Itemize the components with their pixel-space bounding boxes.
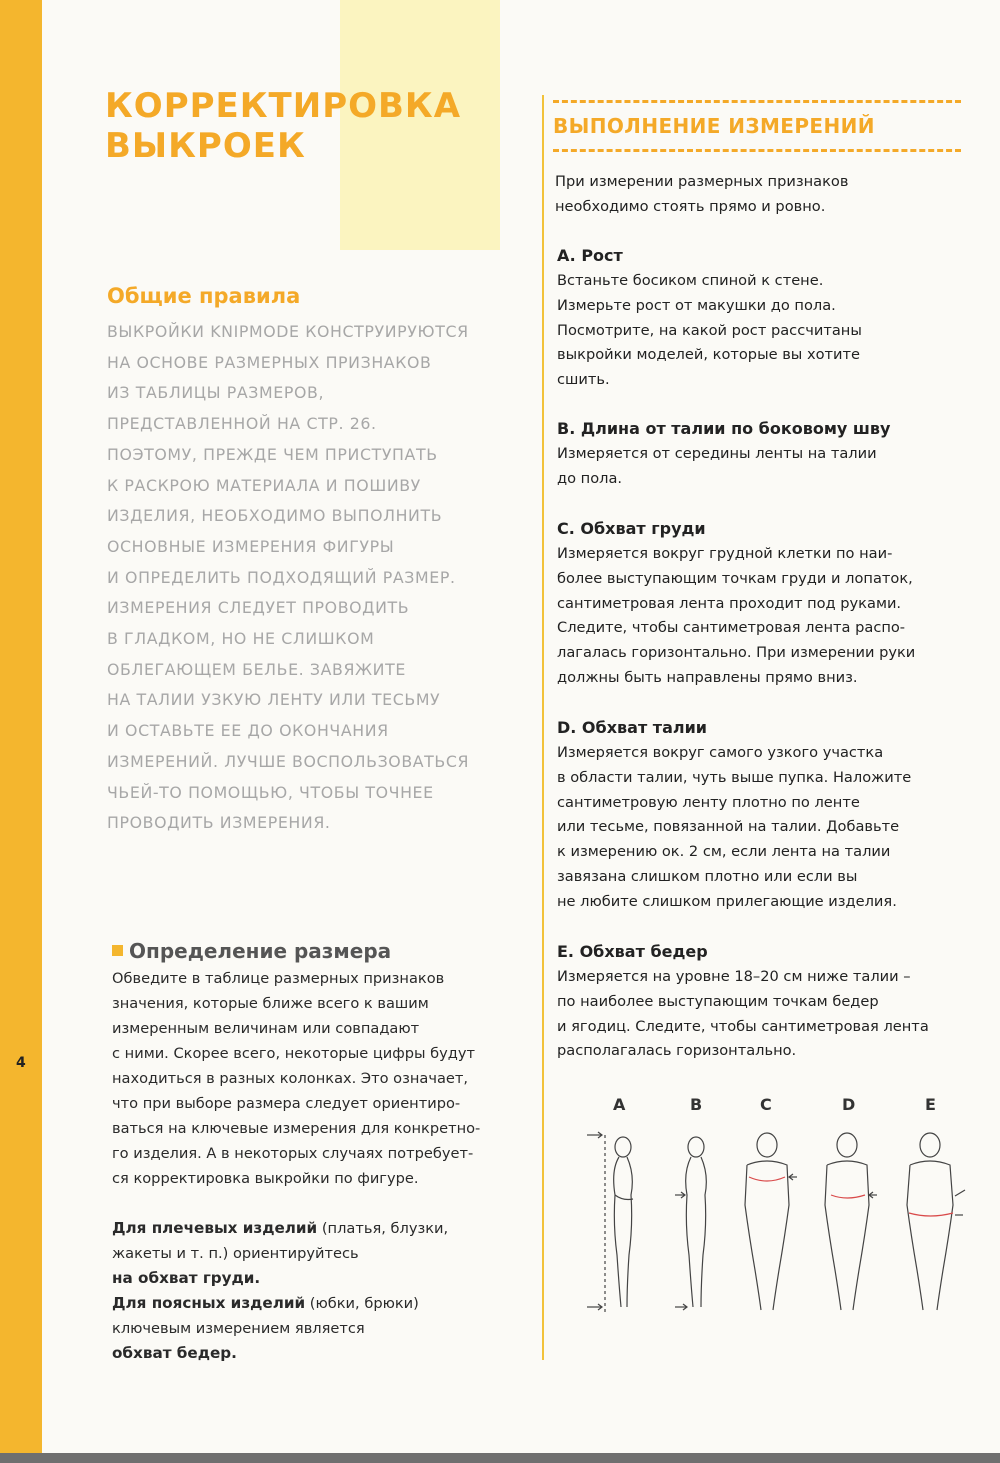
- measurement-line: сшить.: [557, 371, 610, 389]
- measurement-line: должны быть направлены прямо вниз.: [557, 668, 858, 686]
- general-rules-text: [107, 317, 527, 839]
- rules-line: И ОПРЕДЕЛИТЬ ПОДХОДЯЩИЙ РАЗМЕР.: [107, 567, 456, 587]
- size-line: го изделия. А в некоторых случаях потребует-: [112, 1145, 474, 1162]
- measurement-line: Измеряется на уровне 18–20 см ниже талии –: [557, 968, 911, 985]
- waist-note-line-2: ключевым измерением является: [112, 1320, 365, 1337]
- page-title: [105, 86, 461, 166]
- measurement-title: D. Обхват талии: [557, 718, 707, 737]
- measurement-line: до пола.: [557, 469, 623, 487]
- rules-line: НА ТАЛИИ УЗКУЮ ЛЕНТУ ИЛИ ТЕСЬМУ: [107, 690, 441, 710]
- size-line: Обведите в таблице размерных признаков: [112, 970, 445, 987]
- measurement-line: завязана слишком плотно или если вы: [557, 867, 858, 885]
- size-definition-text: [112, 966, 522, 1191]
- measurement-text: [557, 542, 977, 691]
- size-line: с ними. Скорее всего, некоторые цифры будут: [112, 1045, 476, 1062]
- figure-label-d: D: [842, 1095, 856, 1114]
- rules-line: ПРЕДСТАВЛЕННОЙ НА СТР. 26.: [107, 414, 377, 434]
- column-divider: [542, 95, 544, 1360]
- size-line: находиться в разных колонках. Это означает,: [112, 1070, 469, 1087]
- rules-line: ИЗ ТАБЛИЦЫ РАЗМЕРОВ,: [107, 383, 325, 403]
- measurement-line: в области талии, чуть выше пупка. Наложите: [557, 768, 912, 786]
- measurements-intro: [555, 169, 975, 219]
- measurement-line: Измеряется от середины ленты на талии: [557, 445, 877, 462]
- measurement-chest: [557, 516, 977, 691]
- size-line: ваться на ключевые измерения для конкретно-: [112, 1120, 481, 1137]
- measurement-line: более выступающим точкам груди и лопаток,: [557, 569, 913, 587]
- measurement-title: E. Обхват бедер: [557, 942, 708, 961]
- heading-dashed-rule-bottom: [553, 149, 961, 152]
- rules-line: К РАСКРОЮ МАТЕРИАЛА И ПОШИВУ: [107, 475, 421, 495]
- waist-note-bold: Для поясных изделий: [112, 1294, 306, 1312]
- size-line: измеренным величинам или совпадают: [112, 1020, 420, 1037]
- rules-line: ВЫКРОЙКИ KNIPMODE КОНСТРУИРУЮТСЯ: [107, 322, 469, 341]
- garment-type-notes: [112, 1216, 522, 1366]
- size-line: значения, которые ближе всего к вашим: [112, 995, 429, 1012]
- measurement-line: по наиболее выступающим точкам бедер: [557, 992, 879, 1010]
- measurement-height: [557, 243, 977, 393]
- figure-label-c: C: [760, 1095, 772, 1114]
- waist-note-line: [112, 1291, 522, 1316]
- shoulder-note-target: на обхват груди.: [112, 1269, 261, 1287]
- waist-note-rest: (юбки, брюки): [305, 1295, 419, 1312]
- rules-line: ИЗДЕЛИЯ, НЕОБХОДИМО ВЫПОЛНИТЬ: [107, 506, 443, 526]
- page-title-line-1: КОРРЕКТИРОВКА: [105, 86, 462, 126]
- size-line: ся корректировка выкройки по фигуре.: [112, 1170, 419, 1187]
- figure-label-b: B: [690, 1095, 703, 1114]
- measurement-waist: [557, 715, 977, 915]
- measurement-waist-to-floor: [557, 416, 977, 492]
- measurement-line: сантиметровая лента проходит под руками.: [557, 594, 902, 612]
- measurement-line: Измерьте рост от макушки до пола.: [557, 296, 836, 314]
- measurement-figures: [575, 1095, 975, 1330]
- rules-line: ИЗМЕРЕНИЙ. ЛУЧШЕ ВОСПОЛЬЗОВАТЬСЯ: [107, 751, 470, 771]
- measurement-text: [557, 269, 977, 393]
- measurement-line: Встаньте босиком спиной к стене.: [557, 272, 824, 289]
- size-line: что при выборе размера следует ориентиро-: [112, 1095, 461, 1112]
- general-rules-heading: Общие правила: [107, 284, 301, 308]
- measurement-line: Измеряется вокруг самого узкого участка: [557, 744, 884, 761]
- measurement-line: Посмотрите, на какой рост рассчитаны: [557, 321, 862, 339]
- rules-line: ПОЭТОМУ, ПРЕЖДЕ ЧЕМ ПРИСТУПАТЬ: [107, 444, 438, 464]
- measurement-hips: [557, 939, 977, 1064]
- measurements-heading: ВЫПОЛНЕНИЕ ИЗМЕРЕНИЙ: [553, 114, 875, 138]
- shoulder-note-line: [112, 1216, 522, 1241]
- measurement-line: располагалась горизонтально.: [557, 1042, 797, 1060]
- shoulder-note-rest: (платья, блузки,: [317, 1220, 449, 1237]
- rules-line: ОСНОВНЫЕ ИЗМЕРЕНИЯ ФИГУРЫ: [107, 536, 395, 556]
- measurement-line: не любите слишком прилегающие изделия.: [557, 892, 897, 910]
- measurement-text: [557, 741, 977, 915]
- figure-label-a: A: [613, 1095, 626, 1114]
- rules-line: НА ОСНОВЕ РАЗМЕРНЫХ ПРИЗНАКОВ: [107, 352, 432, 372]
- left-color-band: [0, 0, 42, 1463]
- rules-line: ЧЬЕЙ-ТО ПОМОЩЬЮ, ЧТОБЫ ТОЧНЕЕ: [107, 782, 434, 802]
- rules-line: ИЗМЕРЕНИЯ СЛЕДУЕТ ПРОВОДИТЬ: [107, 598, 410, 618]
- rules-line: ОБЛЕГАЮЩЕМ БЕЛЬЕ. ЗАВЯЖИТЕ: [107, 659, 406, 679]
- size-definition-heading-text: Определение размера: [129, 939, 392, 963]
- intro-line: необходимо стоять прямо и ровно.: [555, 198, 826, 215]
- measurement-line: к измерению ок. 2 см, если лента на талии: [557, 843, 891, 861]
- measurement-line: Следите, чтобы сантиметровая лента распо-: [557, 619, 906, 637]
- measurement-line: Измеряется вокруг грудной клетки по наи-: [557, 545, 893, 562]
- waist-note-target: обхват бедер.: [112, 1344, 237, 1362]
- square-bullet-icon: [112, 945, 123, 956]
- measurement-text: [557, 965, 977, 1064]
- measurement-line: выкройки моделей, которые вы хотите: [557, 346, 860, 364]
- measurement-line: и ягодиц. Следите, чтобы сантиметровая лента: [557, 1017, 929, 1035]
- page-title-line-2: ВЫКРОЕК: [105, 126, 306, 166]
- figure-label-e: E: [925, 1095, 936, 1114]
- figures-illustration: [575, 1095, 975, 1330]
- heading-dashed-rule-top: [553, 100, 961, 103]
- shoulder-note-bold: Для плечевых изделий: [112, 1219, 318, 1237]
- shoulder-note-line-2: жакеты и т. п.) ориентируйтесь: [112, 1245, 359, 1262]
- rules-line: ПРОВОДИТЬ ИЗМЕРЕНИЯ.: [107, 813, 331, 833]
- measurement-line: или тесьме, повязанной на талии. Добавьте: [557, 818, 900, 836]
- intro-line: При измерении размерных признаков: [555, 173, 849, 190]
- rules-line: В ГЛАДКОМ, НО НЕ СЛИШКОМ: [107, 629, 375, 649]
- bottom-edge-band: [0, 1453, 1000, 1463]
- measurement-title: A. Рост: [557, 246, 623, 265]
- measurement-line: сантиметровую ленту плотно по ленте: [557, 793, 860, 811]
- measurement-title: C. Обхват груди: [557, 519, 706, 538]
- page-number: 4: [16, 1055, 26, 1071]
- size-definition-heading: [112, 939, 391, 963]
- measurement-line: лагалась горизонтально. При измерении руки: [557, 644, 916, 662]
- measurement-title: B. Длина от талии по боковому шву: [557, 419, 891, 438]
- rules-line: И ОСТАВЬТЕ ЕЕ ДО ОКОНЧАНИЯ: [107, 721, 389, 741]
- measurement-text: [557, 442, 977, 492]
